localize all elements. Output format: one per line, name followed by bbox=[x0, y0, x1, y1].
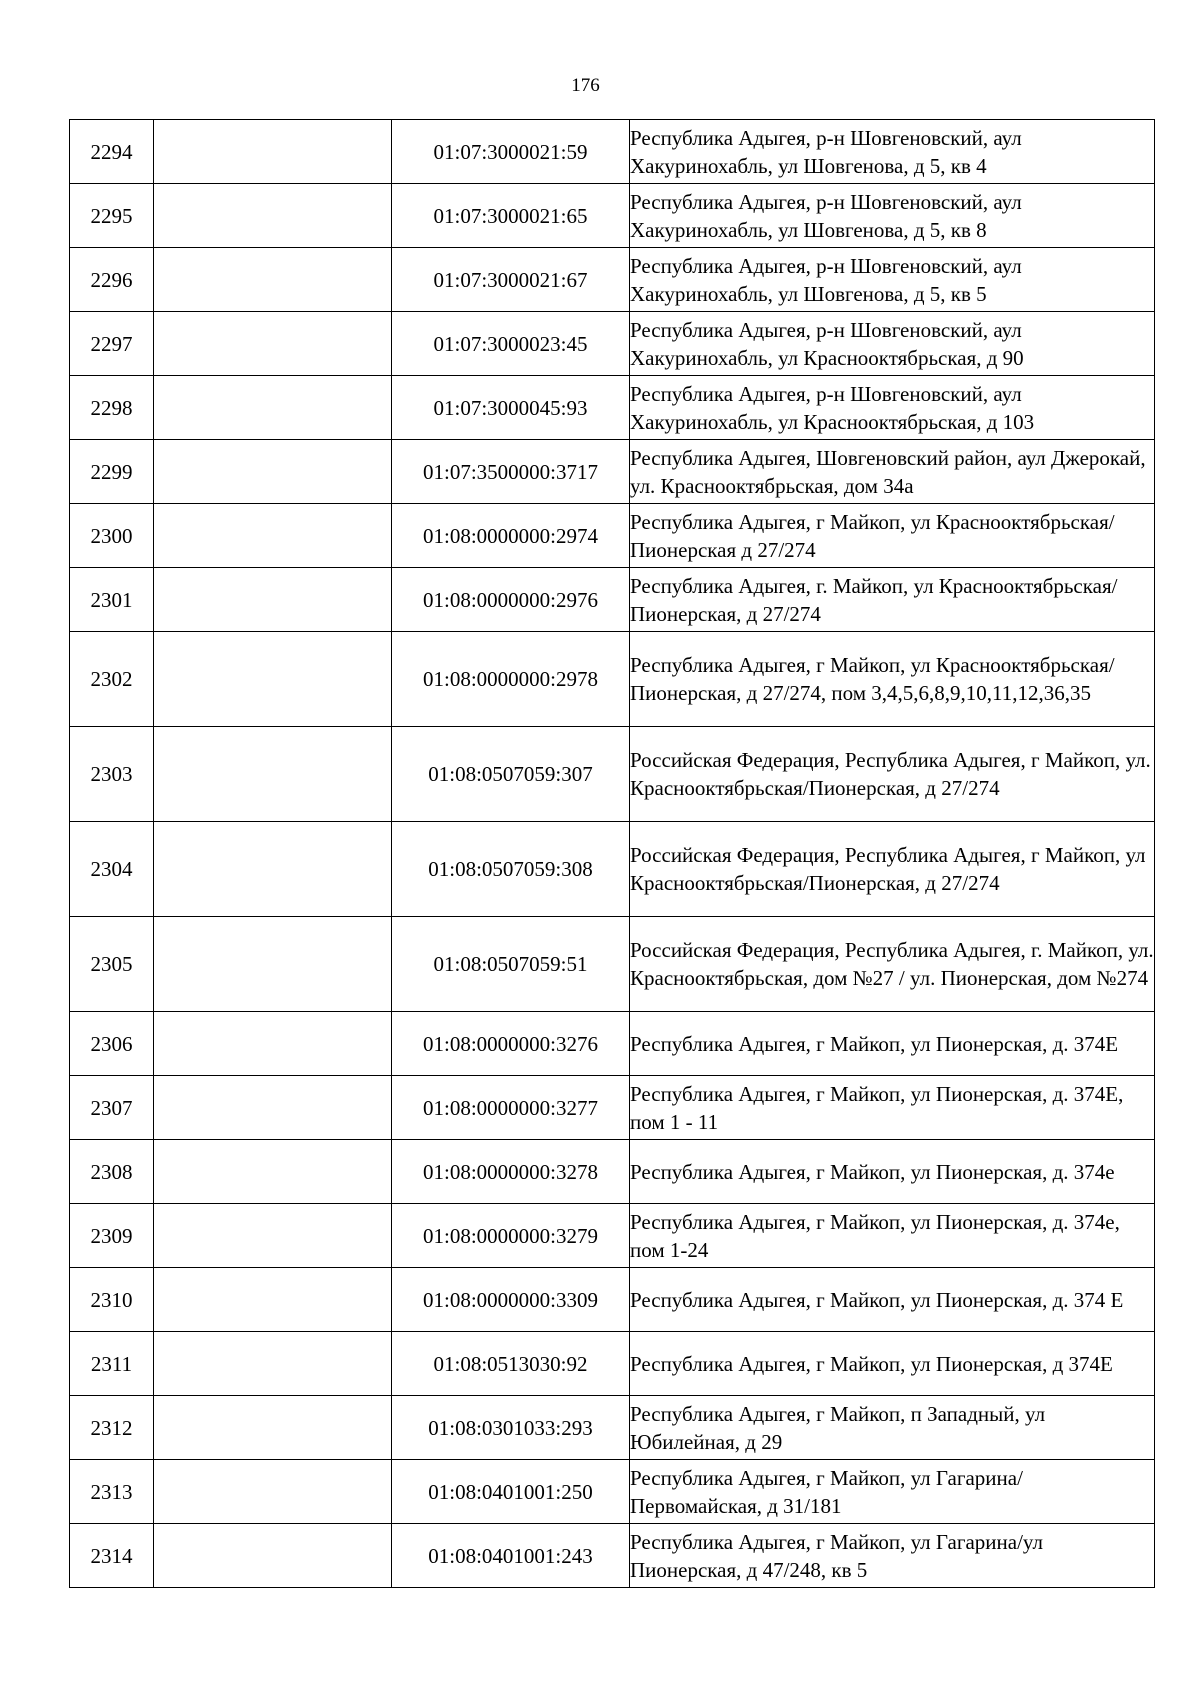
address: Республика Адыгея, р-н Шовгеновский, аул Хакуринохабль, ул Шовгенова, д 5, кв 8 bbox=[630, 184, 1155, 248]
empty-cell bbox=[154, 1204, 392, 1268]
cadastral-number: 01:08:0507059:308 bbox=[392, 822, 630, 917]
empty-cell bbox=[154, 312, 392, 376]
page-number: 176 bbox=[571, 75, 600, 96]
address: Республика Адыгея, р-н Шовгеновский, аул Хакуринохабль, ул Шовгенова, д 5, кв 4 bbox=[630, 120, 1155, 184]
address: Республика Адыгея, г Майкоп, ул Пионерская, д. 374Е bbox=[630, 1012, 1155, 1076]
cadastral-number: 01:07:3000045:93 bbox=[392, 376, 630, 440]
cadastral-number: 01:08:0401001:250 bbox=[392, 1460, 630, 1524]
address: Республика Адыгея, г Майкоп, ул Гагарина/ул Пионерская, д 47/248, кв 5 bbox=[630, 1524, 1155, 1588]
cadastral-number: 01:07:3000021:67 bbox=[392, 248, 630, 312]
empty-cell bbox=[154, 822, 392, 917]
address: Республика Адыгея, г Майкоп, ул Пионерская, д. 374е, пом 1-24 bbox=[630, 1204, 1155, 1268]
address: Республика Адыгея, р-н Шовгеновский, аул Хакуринохабль, ул Краснооктябрьская, д 103 bbox=[630, 376, 1155, 440]
table-row bbox=[70, 1524, 1155, 1588]
table-row bbox=[70, 1332, 1155, 1396]
cadastral-number: 01:08:0000000:3277 bbox=[392, 1076, 630, 1140]
row-number: 2304 bbox=[70, 822, 154, 917]
cadastral-number: 01:08:0513030:92 bbox=[392, 1332, 630, 1396]
table-row bbox=[70, 917, 1155, 1012]
address: Российская Федерация, Республика Адыгея, г Майкоп, ул Краснооктябрьская/Пионерская, д 27/274 bbox=[630, 822, 1155, 917]
empty-cell bbox=[154, 1140, 392, 1204]
row-number: 2307 bbox=[70, 1076, 154, 1140]
row-number: 2302 bbox=[70, 632, 154, 727]
row-number: 2299 bbox=[70, 440, 154, 504]
cadastral-number: 01:08:0000000:2976 bbox=[392, 568, 630, 632]
address: Республика Адыгея, г Майкоп, ул Пионерская, д 374Е bbox=[630, 1332, 1155, 1396]
row-number: 2294 bbox=[70, 120, 154, 184]
empty-cell bbox=[154, 248, 392, 312]
cadastral-number: 01:08:0000000:3279 bbox=[392, 1204, 630, 1268]
cadastral-number: 01:08:0000000:2974 bbox=[392, 504, 630, 568]
cadastral-number: 01:08:0000000:3278 bbox=[392, 1140, 630, 1204]
row-number: 2306 bbox=[70, 1012, 154, 1076]
row-number: 2305 bbox=[70, 917, 154, 1012]
empty-cell bbox=[154, 440, 392, 504]
empty-cell bbox=[154, 727, 392, 822]
row-number: 2296 bbox=[70, 248, 154, 312]
table-row bbox=[70, 1396, 1155, 1460]
table-row bbox=[70, 312, 1155, 376]
table-row bbox=[70, 504, 1155, 568]
row-number: 2308 bbox=[70, 1140, 154, 1204]
address: Республика Адыгея, г Майкоп, ул Краснооктябрьская/Пионерская д 27/274 bbox=[630, 504, 1155, 568]
table-row bbox=[70, 632, 1155, 727]
table-row bbox=[70, 727, 1155, 822]
address: Республика Адыгея, г Майкоп, ул Пионерская, д. 374Е, пом 1 - 11 bbox=[630, 1076, 1155, 1140]
empty-cell bbox=[154, 632, 392, 727]
table-row bbox=[70, 440, 1155, 504]
cadastral-number: 01:07:3000021:65 bbox=[392, 184, 630, 248]
empty-cell bbox=[154, 1076, 392, 1140]
row-number: 2298 bbox=[70, 376, 154, 440]
address: Республика Адыгея, г Майкоп, ул Пионерская, д. 374 Е bbox=[630, 1268, 1155, 1332]
empty-cell bbox=[154, 917, 392, 1012]
cadastral-number: 01:08:0507059:51 bbox=[392, 917, 630, 1012]
property-registry-table bbox=[69, 119, 1155, 1588]
empty-cell bbox=[154, 1396, 392, 1460]
cadastral-number: 01:08:0401001:243 bbox=[392, 1524, 630, 1588]
row-number: 2310 bbox=[70, 1268, 154, 1332]
row-number: 2314 bbox=[70, 1524, 154, 1588]
empty-cell bbox=[154, 1524, 392, 1588]
row-number: 2312 bbox=[70, 1396, 154, 1460]
address: Российская Федерация, Республика Адыгея, г Майкоп, ул. Краснооктябрьская/Пионерская, д 27/274 bbox=[630, 727, 1155, 822]
cadastral-number: 01:08:0000000:3276 bbox=[392, 1012, 630, 1076]
table-row bbox=[70, 248, 1155, 312]
table-row bbox=[70, 568, 1155, 632]
row-number: 2301 bbox=[70, 568, 154, 632]
empty-cell bbox=[154, 120, 392, 184]
table-row bbox=[70, 1140, 1155, 1204]
table-row bbox=[70, 1204, 1155, 1268]
cadastral-number: 01:08:0301033:293 bbox=[392, 1396, 630, 1460]
cadastral-number: 01:08:0507059:307 bbox=[392, 727, 630, 822]
table-row bbox=[70, 1012, 1155, 1076]
empty-cell bbox=[154, 1460, 392, 1524]
address: Республика Адыгея, г. Майкоп, ул Краснооктябрьская/Пионерская, д 27/274 bbox=[630, 568, 1155, 632]
table-row bbox=[70, 1076, 1155, 1140]
table-row bbox=[70, 822, 1155, 917]
empty-cell bbox=[154, 568, 392, 632]
address: Республика Адыгея, р-н Шовгеновский, аул Хакуринохабль, ул Шовгенова, д 5, кв 5 bbox=[630, 248, 1155, 312]
address: Республика Адыгея, г Майкоп, ул Гагарина/Первомайская, д 31/181 bbox=[630, 1460, 1155, 1524]
empty-cell bbox=[154, 1268, 392, 1332]
cadastral-number: 01:07:3000021:59 bbox=[392, 120, 630, 184]
empty-cell bbox=[154, 376, 392, 440]
row-number: 2303 bbox=[70, 727, 154, 822]
cadastral-number: 01:08:0000000:2978 bbox=[392, 632, 630, 727]
table-row bbox=[70, 376, 1155, 440]
row-number: 2313 bbox=[70, 1460, 154, 1524]
address: Республика Адыгея, г Майкоп, п Западный, ул Юбилейная, д 29 bbox=[630, 1396, 1155, 1460]
empty-cell bbox=[154, 1012, 392, 1076]
cadastral-number: 01:07:3500000:3717 bbox=[392, 440, 630, 504]
empty-cell bbox=[154, 1332, 392, 1396]
table-row bbox=[70, 184, 1155, 248]
table-row bbox=[70, 1268, 1155, 1332]
address: Республика Адыгея, г Майкоп, ул Пионерская, д. 374е bbox=[630, 1140, 1155, 1204]
row-number: 2295 bbox=[70, 184, 154, 248]
address: Республика Адыгея, р-н Шовгеновский, аул Хакуринохабль, ул Краснооктябрьская, д 90 bbox=[630, 312, 1155, 376]
table-row bbox=[70, 1460, 1155, 1524]
row-number: 2297 bbox=[70, 312, 154, 376]
cadastral-number: 01:08:0000000:3309 bbox=[392, 1268, 630, 1332]
address: Республика Адыгея, Шовгеновский район, аул Джерокай, ул. Краснооктябрьская, дом 34а bbox=[630, 440, 1155, 504]
row-number: 2311 bbox=[70, 1332, 154, 1396]
table-row bbox=[70, 120, 1155, 184]
row-number: 2300 bbox=[70, 504, 154, 568]
address: Республика Адыгея, г Майкоп, ул Краснооктябрьская/Пионерская, д 27/274, пом 3,4,5,6,8,9,10,11,12,36,35 bbox=[630, 632, 1155, 727]
cadastral-number: 01:07:3000023:45 bbox=[392, 312, 630, 376]
row-number: 2309 bbox=[70, 1204, 154, 1268]
address: Российская Федерация, Республика Адыгея, г. Майкоп, ул. Краснооктябрьская, дом №27 / ул. Пионерская, дом №274 bbox=[630, 917, 1155, 1012]
empty-cell bbox=[154, 184, 392, 248]
empty-cell bbox=[154, 504, 392, 568]
